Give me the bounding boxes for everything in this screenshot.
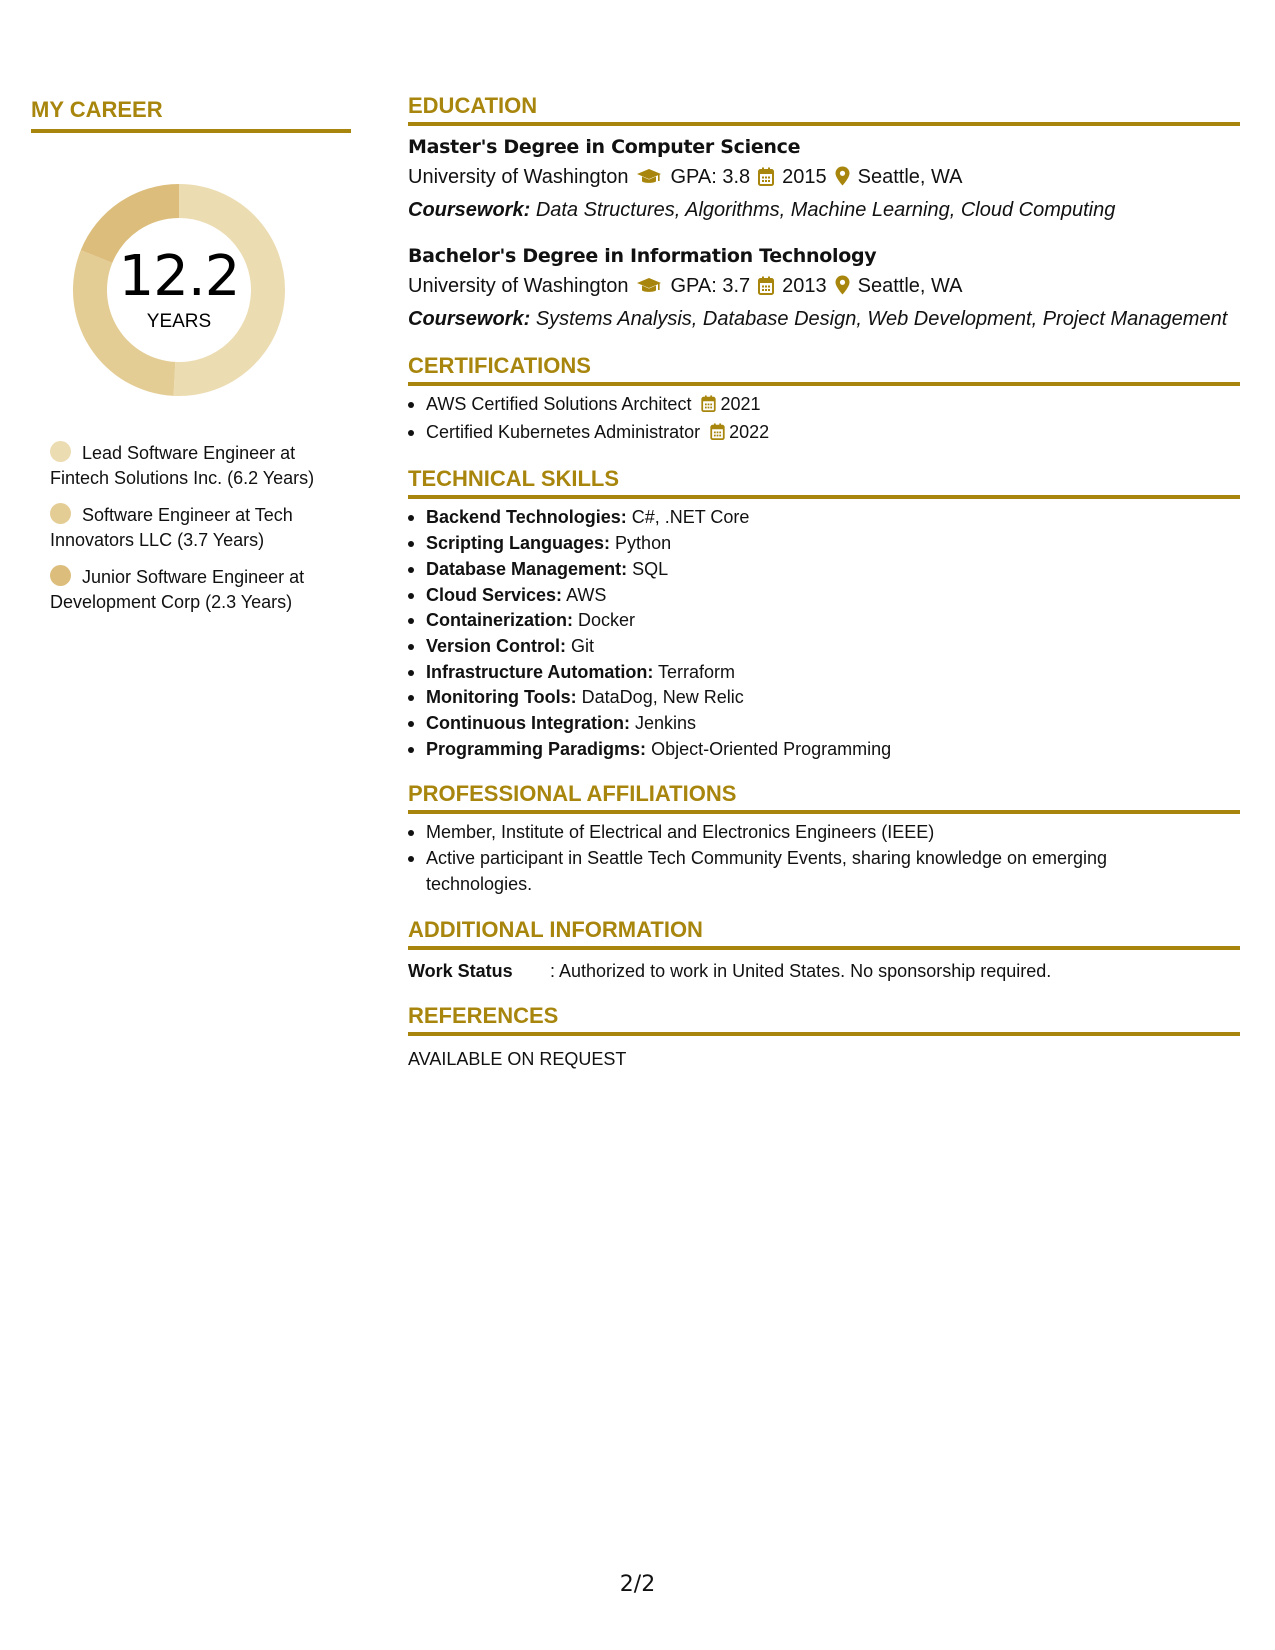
main-column (408, 92, 1240, 1072)
list-item (408, 392, 1240, 420)
skill-label: Infrastructure Automation: (426, 661, 654, 682)
skills-section (408, 465, 1240, 762)
coursework-list: Systems Analysis, Database Design, Web Development, Project Management (535, 308, 1228, 330)
list-item (408, 557, 1240, 583)
page-number: 2/2 (619, 1572, 656, 1597)
skill-label: Database Management: (426, 558, 628, 579)
career-donut-chart (64, 175, 294, 405)
skill-label: Containerization: (426, 610, 573, 631)
coursework-line (408, 195, 1240, 225)
skill-label: Scripting Languages: (426, 533, 611, 554)
skill-value: SQL (632, 558, 669, 579)
skill-label: Monitoring Tools: (426, 687, 577, 708)
legend-label: Software Engineer at Tech Innovators LLC (3.7 Years) (50, 505, 293, 550)
calendar-icon (710, 422, 725, 448)
certification-year: 2021 (720, 394, 761, 414)
legend-item-engineer (50, 503, 350, 553)
school-name: University of Washington (408, 275, 629, 297)
gpa-value: GPA: 3.7 (670, 275, 751, 297)
certification-year: 2022 (729, 421, 770, 442)
list-item: Member, Institute of Electrical and Electronics Engineers (IEEE) (408, 820, 1128, 846)
education-item (408, 132, 1240, 225)
total-years-value: 12.2 (118, 244, 240, 309)
affiliations-section (408, 780, 1240, 897)
degree-title: Master's Degree in Computer Science (408, 136, 801, 158)
references-heading: REFERENCES (408, 1002, 1240, 1036)
education-meta (408, 271, 1240, 304)
coursework-label: Coursework: (408, 308, 531, 330)
school-location: Seattle, WA (857, 275, 963, 297)
coursework-label: Coursework: (408, 199, 531, 221)
graduation-cap-icon (636, 274, 662, 304)
list-item (408, 634, 1240, 660)
calendar-icon (701, 394, 716, 420)
additional-heading: ADDITIONAL INFORMATION (408, 916, 1240, 950)
graduation-year: 2013 (782, 275, 827, 297)
location-pin-icon (835, 274, 850, 304)
career-heading: MY CAREER (31, 96, 351, 133)
certification-name: Certified Kubernetes Administrator (426, 421, 701, 442)
skills-heading: TECHNICAL SKILLS (408, 465, 1240, 499)
skills-list (408, 505, 1240, 762)
skill-label: Programming Paradigms: (426, 738, 647, 759)
skill-value: DataDog, New Relic (581, 687, 744, 708)
legend-label: Junior Software Engineer at Development Corp (2.3 Years) (50, 567, 305, 612)
legend-label: Lead Software Engineer at Fintech Solutions Inc. (6.2 Years) (50, 443, 315, 488)
legend-dot-icon (50, 503, 71, 524)
certifications-list (408, 392, 1240, 447)
certification-name: AWS Certified Solutions Architect (426, 394, 692, 414)
list-item (408, 420, 1240, 448)
certifications-section (408, 352, 1240, 447)
affiliations-list (408, 820, 1128, 897)
skill-label: Cloud Services: (426, 584, 563, 605)
skill-value: Python (615, 533, 672, 554)
list-item (408, 711, 1240, 737)
coursework-list: Data Structures, Algorithms, Machine Learning, Cloud Computing (535, 199, 1116, 221)
skill-label: Backend Technologies: (426, 507, 627, 528)
references-text: AVAILABLE ON REQUEST (408, 1048, 627, 1069)
legend-dot-icon (50, 441, 71, 462)
degree-title: Bachelor's Degree in Information Technology (408, 245, 877, 267)
work-status-value: : Authorized to work in United States. No sponsorship required. (550, 960, 1052, 981)
total-years-unit: YEARS (146, 311, 212, 332)
location-pin-icon (835, 165, 850, 195)
donut-center (64, 175, 294, 405)
graduation-year: 2015 (782, 166, 827, 188)
career-legend (50, 441, 350, 615)
skill-value: Docker (578, 610, 636, 631)
calendar-icon (758, 274, 774, 304)
list-item (408, 737, 1240, 763)
list-item (408, 660, 1240, 686)
list-item (408, 505, 1240, 531)
skill-value: Git (571, 635, 595, 656)
skill-value: AWS (566, 584, 607, 605)
gpa-value: GPA: 3.8 (670, 166, 751, 188)
certifications-heading: CERTIFICATIONS (408, 352, 1240, 386)
skill-label: Continuous Integration: (426, 713, 630, 734)
additional-section (408, 916, 1240, 984)
education-meta (408, 162, 1240, 195)
list-item (408, 531, 1240, 557)
list-item (408, 608, 1240, 634)
calendar-icon (758, 165, 774, 195)
skill-value: Terraform (658, 661, 736, 682)
legend-dot-icon (50, 565, 71, 586)
education-item (408, 241, 1240, 334)
school-location: Seattle, WA (857, 166, 963, 188)
skill-value: C#, .NET Core (631, 507, 750, 528)
career-column (31, 96, 351, 627)
list-item (408, 685, 1240, 711)
graduation-cap-icon (636, 165, 662, 195)
list-item (408, 583, 1240, 609)
skill-value: Object-Oriented Programming (651, 738, 892, 759)
affiliations-heading: PROFESSIONAL AFFILIATIONS (408, 780, 1240, 814)
coursework-line (408, 304, 1240, 334)
skill-label: Version Control: (426, 635, 567, 656)
legend-item-junior (50, 565, 350, 615)
skill-value: Jenkins (634, 713, 697, 734)
work-status-row (408, 958, 1240, 984)
work-status-label: Work Status (408, 960, 513, 981)
school-name: University of Washington (408, 166, 629, 188)
legend-item-lead (50, 441, 350, 491)
references-section (408, 1002, 1240, 1072)
education-heading: EDUCATION (408, 92, 1240, 126)
list-item: Active participant in Seattle Tech Community Events, sharing knowledge on emerging technologies. (408, 846, 1128, 897)
